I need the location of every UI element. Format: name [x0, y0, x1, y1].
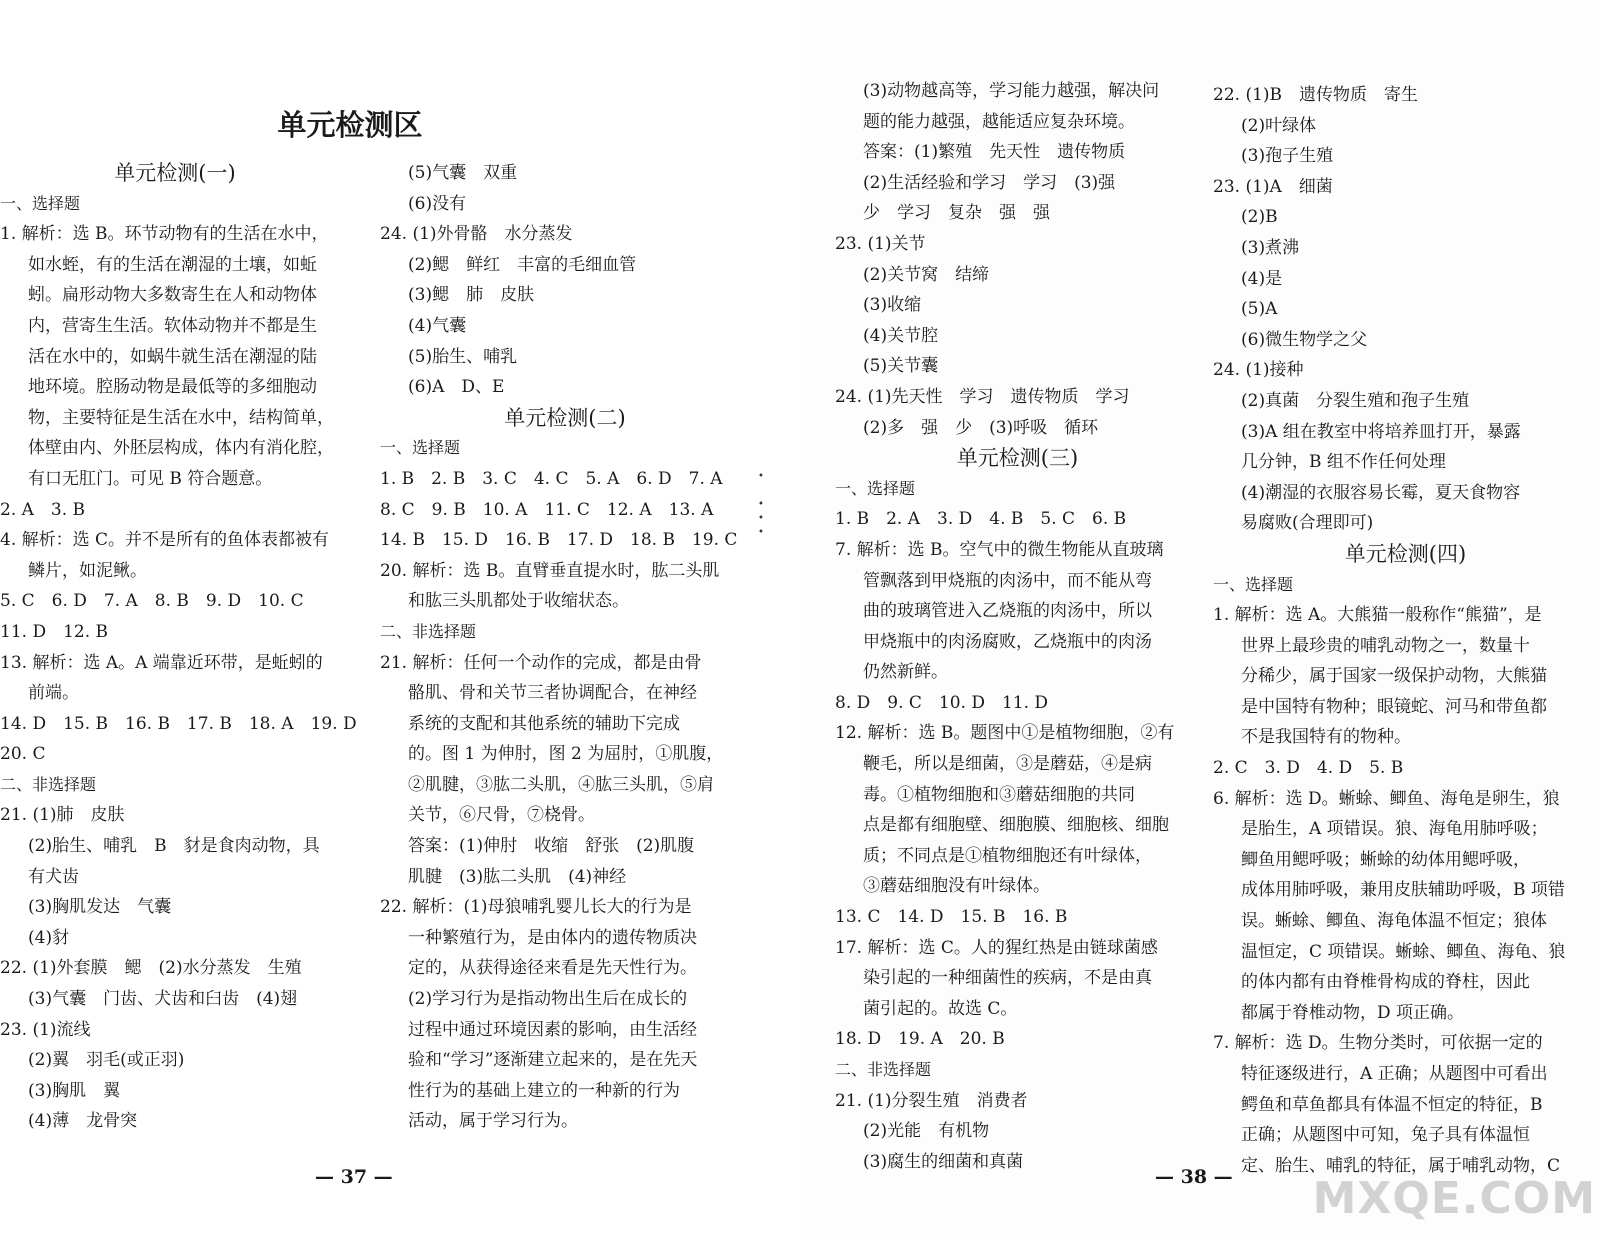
answer-line: 世界上最珍贵的哺乳动物之一，数量十: [1241, 635, 1530, 656]
answer-line: 成体用肺呼吸，兼用皮肤辅助呼吸，B 项错: [1241, 880, 1565, 901]
answer-line: 7. 解析：选 D。生物分类时，可依据一定的: [1213, 1033, 1543, 1054]
answer-line: 如水蛭，有的生活在潮湿的土壤，如蚯: [28, 254, 317, 275]
answer-line: (3)胸肌 翼: [28, 1080, 121, 1101]
answer-line: 17. 解析：选 C。人的猩红热是由链球菌感: [835, 937, 1158, 958]
answer-line: 的。图 1 为伸肘，图 2 为屈肘，①肌腹，: [408, 744, 724, 765]
answer-line: 系统的支配和其他系统的辅助下完成: [408, 713, 680, 734]
answer-line: 几分钟，B 组不作任何处理: [1241, 452, 1446, 473]
answer-line: (2)翼 羽毛(或正羽): [28, 1050, 185, 1071]
answer-line: 11. D 12. B: [0, 621, 109, 642]
answer-line: (3)气囊 门齿、犬齿和臼齿 (4)翅: [28, 989, 298, 1010]
answer-line: 仍然新鲜。: [863, 662, 948, 683]
answer-line: (4)关节腔: [863, 325, 939, 346]
answer-line: 有犬齿: [28, 866, 79, 887]
answer-line: 内，营寄生生活。软体动物并不都是生: [28, 315, 317, 336]
answer-line: 是胎生，A 项错误。狼、海龟用肺呼吸；: [1241, 819, 1548, 840]
answer-line: (2)学习行为是指动物出生后在成长的: [408, 989, 688, 1010]
answer-line: 13. 解析：选 A。A 端靠近环带，是蚯蚓的: [0, 652, 323, 673]
answer-line: 1. B 2. B 3. C 4. C 5. A 6. D 7. A: [380, 468, 723, 489]
answer-line: (4)薄 龙骨突: [28, 1111, 138, 1132]
answer-line: 不是我国特有的物种。: [1241, 727, 1411, 748]
answer-line: (3)动物越高等，学习能力越强，解决问: [863, 81, 1160, 101]
answer-line: (2)叶绿体: [1241, 115, 1317, 136]
answer-line: 20. C: [0, 744, 46, 765]
answer-line: (4)是: [1241, 268, 1283, 289]
answer-line: 体壁由内、外胚层构成，体内有消化腔，: [28, 438, 334, 459]
answer-line: (6)微生物学之父: [1241, 329, 1368, 350]
answer-line: 21. 解析：任何一个动作的完成，都是由骨: [380, 652, 702, 673]
answer-line: 21. (1)分裂生殖 消费者: [835, 1090, 1028, 1111]
answer-line: (5)气囊 双重: [408, 163, 518, 183]
answer-line: 鲫鱼用鳃呼吸；蜥蜍的幼体用鳃呼吸，: [1241, 849, 1530, 870]
answer-line: 定、胎生、哺乳的特征，属于哺乳动物，C: [1241, 1155, 1561, 1176]
answer-line: 性行为的基础上建立的一种新的行为: [408, 1080, 680, 1101]
section-heading: 单元检测(一): [114, 161, 236, 185]
answer-line: 毒。①植物细胞和③蘑菇细胞的共同: [863, 784, 1135, 805]
answer-line: 鳞片，如泥鳅。: [28, 560, 147, 581]
answer-line: 前端。: [28, 683, 79, 704]
answer-line: (2)鳃 鲜红 丰富的毛细血管: [408, 254, 637, 275]
answer-line: (2)光能 有机物: [863, 1121, 990, 1142]
answer-line: 23. (1)流线: [0, 1019, 91, 1040]
subsection-heading: 二、非选择题: [380, 621, 477, 641]
answer-line: 20. 解析：选 B。直臂垂直提水时，肱二头肌: [380, 560, 720, 581]
answer-line: 的体内都有由脊椎骨构成的脊柱，因此: [1241, 972, 1530, 993]
subsection-heading: 二、非选择题: [835, 1060, 932, 1079]
answer-line: 易腐败(合理即可): [1241, 513, 1374, 534]
answer-line: (2)B: [1241, 207, 1278, 228]
answer-line: 8. C 9. B 10. A 11. C 12. A 13. A: [380, 499, 714, 520]
answer-line: 正确；从题图中可知，兔子具有体温恒: [1241, 1125, 1530, 1146]
answer-line: 验和“学习”逐渐建立起来的，是在先天: [408, 1050, 698, 1071]
answer-line: 质；不同点是①植物细胞还有叶绿体，: [863, 845, 1152, 866]
subsection-heading: 一、选择题: [1213, 574, 1294, 594]
answer-line: 答案：(1)伸肘 收缩 舒张 (2)肌腹: [408, 836, 695, 857]
answer-line: ③蘑菇细胞没有叶绿体。: [863, 876, 1050, 897]
section-heading: 单元检测(三): [956, 446, 1079, 471]
answer-line: 22. 解析：(1)母狼哺乳婴儿长大的行为是: [380, 897, 692, 918]
column-2: [380, 158, 750, 1137]
answer-line: 分稀少，属于国家一级保护动物，大熊猫: [1241, 666, 1547, 687]
answer-line: 1. 解析：选 B。环节动物有的生活在水中，: [0, 224, 329, 245]
right-page: [800, 0, 1600, 1234]
answer-line: (6)没有: [408, 193, 467, 214]
answer-line: 24. (1)先天性 学习 遗传物质 学习: [835, 386, 1130, 407]
answer-line: 关节，⑥尺骨，⑦桡骨。: [408, 805, 595, 826]
answer-line: 肌腱 (3)肱二头肌 (4)神经: [408, 866, 627, 887]
answer-line: 管飘落到甲烧瓶的肉汤中，而不能从弯: [863, 570, 1152, 591]
answer-line: 4. 解析：选 C。并不是所有的鱼体表都被有: [0, 530, 330, 551]
answer-line: (2)真菌 分裂生殖和孢子生殖: [1241, 390, 1470, 411]
answer-line: 甲烧瓶中的肉汤腐败，乙烧瓶中的肉汤: [863, 631, 1152, 652]
answer-line: (5)关节囊: [863, 356, 939, 377]
answer-line: 22. (1)B 遗传物质 寄生: [1213, 85, 1419, 105]
answer-line: 是中国特有物种；眼镜蛇、河马和带鱼都: [1241, 696, 1547, 717]
main-title: 单元检测区: [277, 108, 423, 142]
answer-line: 活在水中的，如蜗牛就生活在潮湿的陆: [28, 346, 317, 367]
subsection-heading: 一、选择题: [835, 478, 916, 498]
answer-line: (3)孢子生殖: [1241, 146, 1334, 167]
answer-line: 23. (1)A 细菌: [1213, 176, 1333, 197]
answer-line: 24. (1)接种: [1213, 360, 1304, 381]
answer-line: 一种繁殖行为，是由体内的遗传物质决: [408, 927, 697, 948]
answer-line: (2)生活经验和学习 学习 (3)强: [863, 172, 1116, 193]
answer-line: (3)胸肌发达 气囊: [28, 897, 172, 918]
answer-line: 特征逐级进行，A 正确；从题图中可看出: [1241, 1064, 1548, 1084]
answer-line: 1. B 2. A 3. D 4. B 5. C 6. B: [835, 509, 1127, 530]
answer-line: 活动，属于学习行为。: [408, 1111, 578, 1132]
column-1: [0, 158, 357, 1137]
answer-line: 答案：(1)繁殖 先天性 遗传物质: [863, 142, 1126, 163]
answer-line: (5)胎生、哺乳: [408, 346, 518, 367]
answer-line: 鞭毛，所以是细菌，③是蘑菇，④是病: [863, 754, 1152, 775]
answer-line: 过程中通过环境因素的影响，由生活经: [408, 1019, 697, 1040]
subsection-heading: 二、非选择题: [0, 774, 97, 794]
answer-line: 骼肌、骨和关节三者协调配合，在神经: [408, 683, 697, 704]
answer-line: 菌引起的。故选 C。: [863, 998, 1018, 1019]
subsection-heading: 一、选择题: [380, 438, 461, 458]
answer-line: 14. D 15. B 16. B 17. B 18. A 19. D: [0, 713, 357, 734]
answer-line: 23. (1)关节: [835, 233, 926, 254]
answer-line: 7. 解析：选 B。空气中的微生物能从直玻璃: [835, 539, 1164, 560]
column-4: [1213, 80, 1598, 1181]
answer-line: 物，主要特征是生活在水中，结构简单，: [28, 407, 334, 428]
answer-line: 定的，从获得途径来看是先天性行为。: [408, 958, 697, 979]
answer-line: 少 学习 复杂 强 强: [863, 203, 1050, 224]
answer-line: (3)腐生的细菌和真菌: [863, 1151, 1024, 1172]
answer-line: (4)气囊: [408, 315, 467, 336]
answer-line: 2. C 3. D 4. D 5. B: [1213, 758, 1404, 779]
answer-line: 蚓。扁形动物大多数寄生在人和动物体: [28, 285, 317, 306]
answer-line: 题的能力越强，越能适应复杂环境。: [863, 111, 1135, 132]
answer-line: (6)A D、E: [408, 377, 505, 398]
answer-line: 1. 解析：选 A。大熊猫一般称作“熊猫”，是: [1213, 605, 1542, 626]
answer-line: 8. D 9. C 10. D 11. D: [835, 692, 1049, 713]
answer-line: (3)鳃 肺 皮肤: [408, 285, 535, 306]
answer-line: 24. (1)外骨骼 水分蒸发: [380, 224, 573, 245]
answer-line: (5)A: [1241, 299, 1278, 320]
answer-line: 22. (1)外套膜 鳃 (2)水分蒸发 生殖: [0, 958, 302, 979]
subsection-heading: 一、选择题: [0, 193, 81, 213]
answer-line: 21. (1)肺 皮肤: [0, 805, 125, 826]
watermark-logo: MXQE.COM: [1312, 1173, 1596, 1224]
answer-line: 12. 解析：选 B。题图中①是植物细胞，②有: [835, 723, 1175, 744]
answer-line: (2)多 强 少 (3)呼吸 循环: [863, 417, 1099, 438]
answer-line: 误。蜥蜍、鲫鱼、海龟体温不恒定；狼体: [1241, 911, 1547, 932]
answer-line: (2)关节窝 结缔: [863, 264, 990, 285]
answer-line: (4)潮湿的衣服容易长霉，夏天食物容: [1241, 482, 1521, 503]
answer-line: 曲的玻璃管进入乙烧瓶的肉汤中，所以: [863, 601, 1152, 622]
answer-line: ②肌腱，③肱二头肌，④肱三头肌，⑤肩: [408, 774, 714, 795]
answer-line: 点是都有细胞壁、细胞膜、细胞核、细胞: [863, 815, 1169, 836]
answer-line: 5. C 6. D 7. A 8. B 9. D 10. C: [0, 591, 304, 612]
answer-line: 染引起的一种细菌性的疾病，不是由真: [863, 968, 1152, 989]
answer-line: 和肱三头肌都处于收缩状态。: [408, 591, 629, 612]
answer-line: 温恒定，C 项错误。蜥蜍、鲫鱼、海龟、狼: [1241, 941, 1566, 962]
page-number-left: — 37 —: [315, 1166, 393, 1188]
answer-line: (4)豺: [28, 927, 70, 948]
answer-line: (3)收缩: [863, 295, 922, 316]
section-heading: 单元检测(四): [1344, 541, 1467, 566]
column-3: [835, 76, 1200, 1177]
answer-line: (3)煮沸: [1241, 237, 1300, 258]
answer-line: 18. D 19. A 20. B: [835, 1029, 1005, 1050]
answer-line: 2. A 3. B: [0, 499, 86, 520]
section-heading: 单元检测(二): [504, 405, 626, 430]
binding-marks: • • • •: [758, 471, 764, 538]
answer-line: 鳄鱼和草鱼都具有体温不恒定的特征，B: [1241, 1094, 1543, 1115]
answer-line: 13. C 14. D 15. B 16. B: [835, 907, 1068, 928]
answer-line: (3)A 组在教室中将培养皿打开，暴露: [1241, 421, 1521, 442]
answer-line: 都属于脊椎动物，D 项正确。: [1241, 1002, 1465, 1023]
answer-line: (2)胎生、哺乳 B 豺是食肉动物，具: [28, 836, 320, 857]
answer-line: 6. 解析：选 D。蜥蜍、鲫鱼、海龟是卵生，狼: [1213, 788, 1560, 809]
answer-line: 14. B 15. D 16. B 17. D 18. B 19. C: [380, 530, 738, 551]
page-number-right: — 38 —: [1155, 1166, 1233, 1188]
answer-line: 有口无肛门。可见 B 符合题意。: [28, 468, 273, 489]
answer-line: 地环境。腔肠动物是最低等的多细胞动: [28, 377, 317, 398]
